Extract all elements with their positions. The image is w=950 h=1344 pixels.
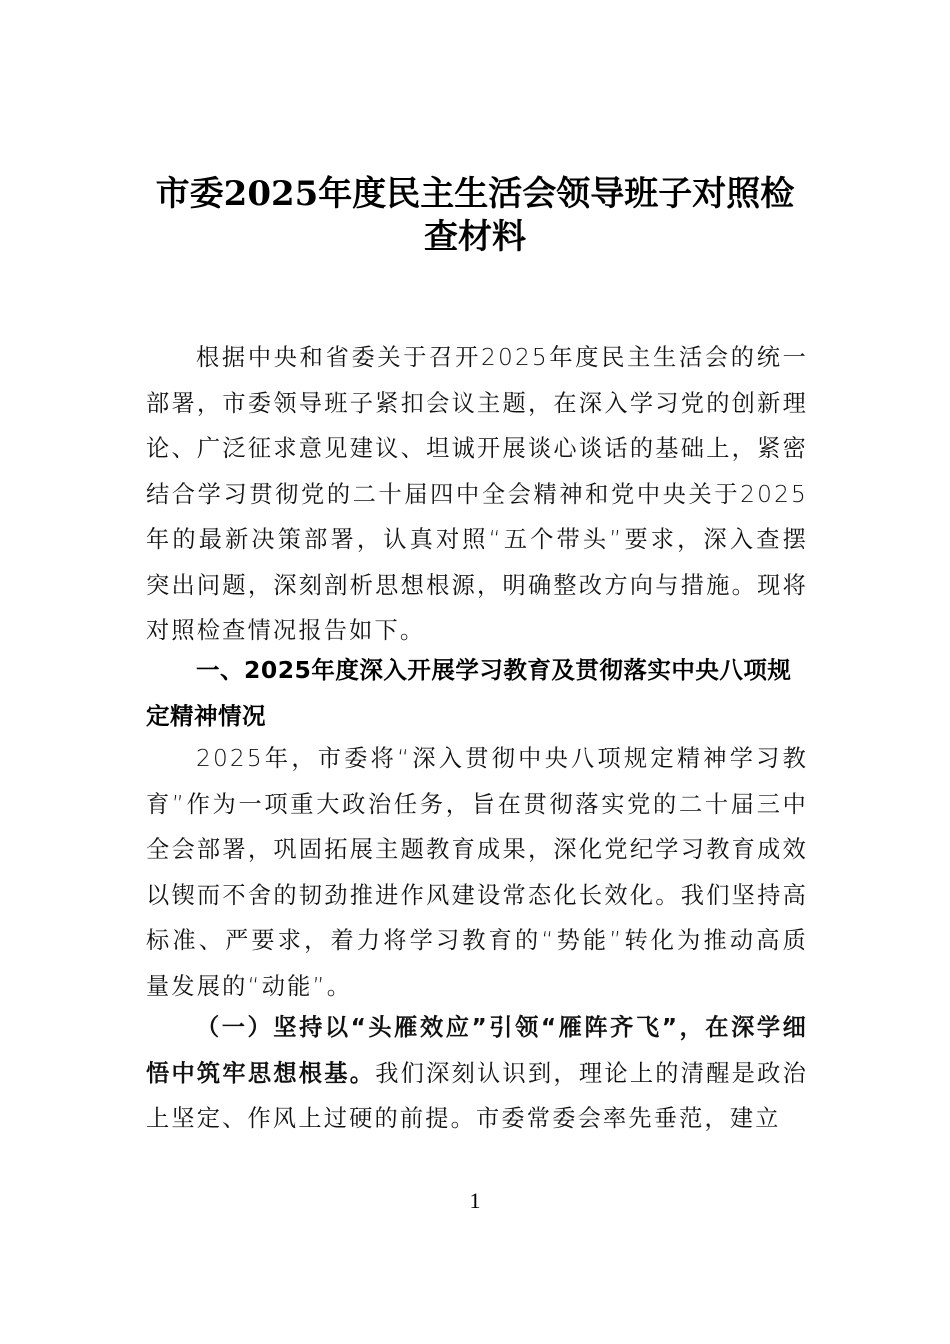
subsection-1-body: 我们深刻认识到，理论上的清醒是政治上坚定、作风上过硬的前提。市委常委会率先垂范，建立 (146, 1059, 808, 1132)
section-1-heading: 一、2025年度深入开展学习教育及贯彻落实中央八项规定精神情况 (146, 656, 792, 730)
subsection-1-paragraph (146, 1005, 808, 1142)
page-number: 1 (469, 1188, 481, 1213)
section-1-body-paragraph: 2025年，市委将“深入贯彻中央八项规定精神学习教育”作为一项重大政治任务，旨在贯彻落实党的二十届三中全会部署，巩固拓展主题教育成果，深化党纪学习教育成效以锲而不舍的韧劲推进作风建设常态化长效化。我们坚持高标准、严要求，着力将学习教育的“势能”转化为推动高质量发展的“动能”。 (146, 745, 808, 1000)
document-title-line-1: 市委2025年度民主生活会领导班子对照检 (155, 174, 795, 214)
subsection-1-lead: （一）坚持以“头雁效应”引领“雁阵齐飞”，在深学细悟中筑牢思想根基。 (146, 1014, 808, 1087)
document-title-line-2: 查材料 (424, 217, 526, 257)
intro-paragraph: 根据中央和省委关于召开2025年度民主生活会的统一部署，市委领导班子紧扣会议主题，在深入学习党的创新理论、广泛征求意见建议、坦诚开展谈心谈话的基础上，紧密结合学习贯彻党的二十届四中全会精神和党中央关于2025年的最新决策部署，认真对照“五个带头”要求，深入查摆突出问题，深刻剖析思想根源，明确整改方向与措施。现将对照检查情况报告如下。 (146, 344, 808, 644)
